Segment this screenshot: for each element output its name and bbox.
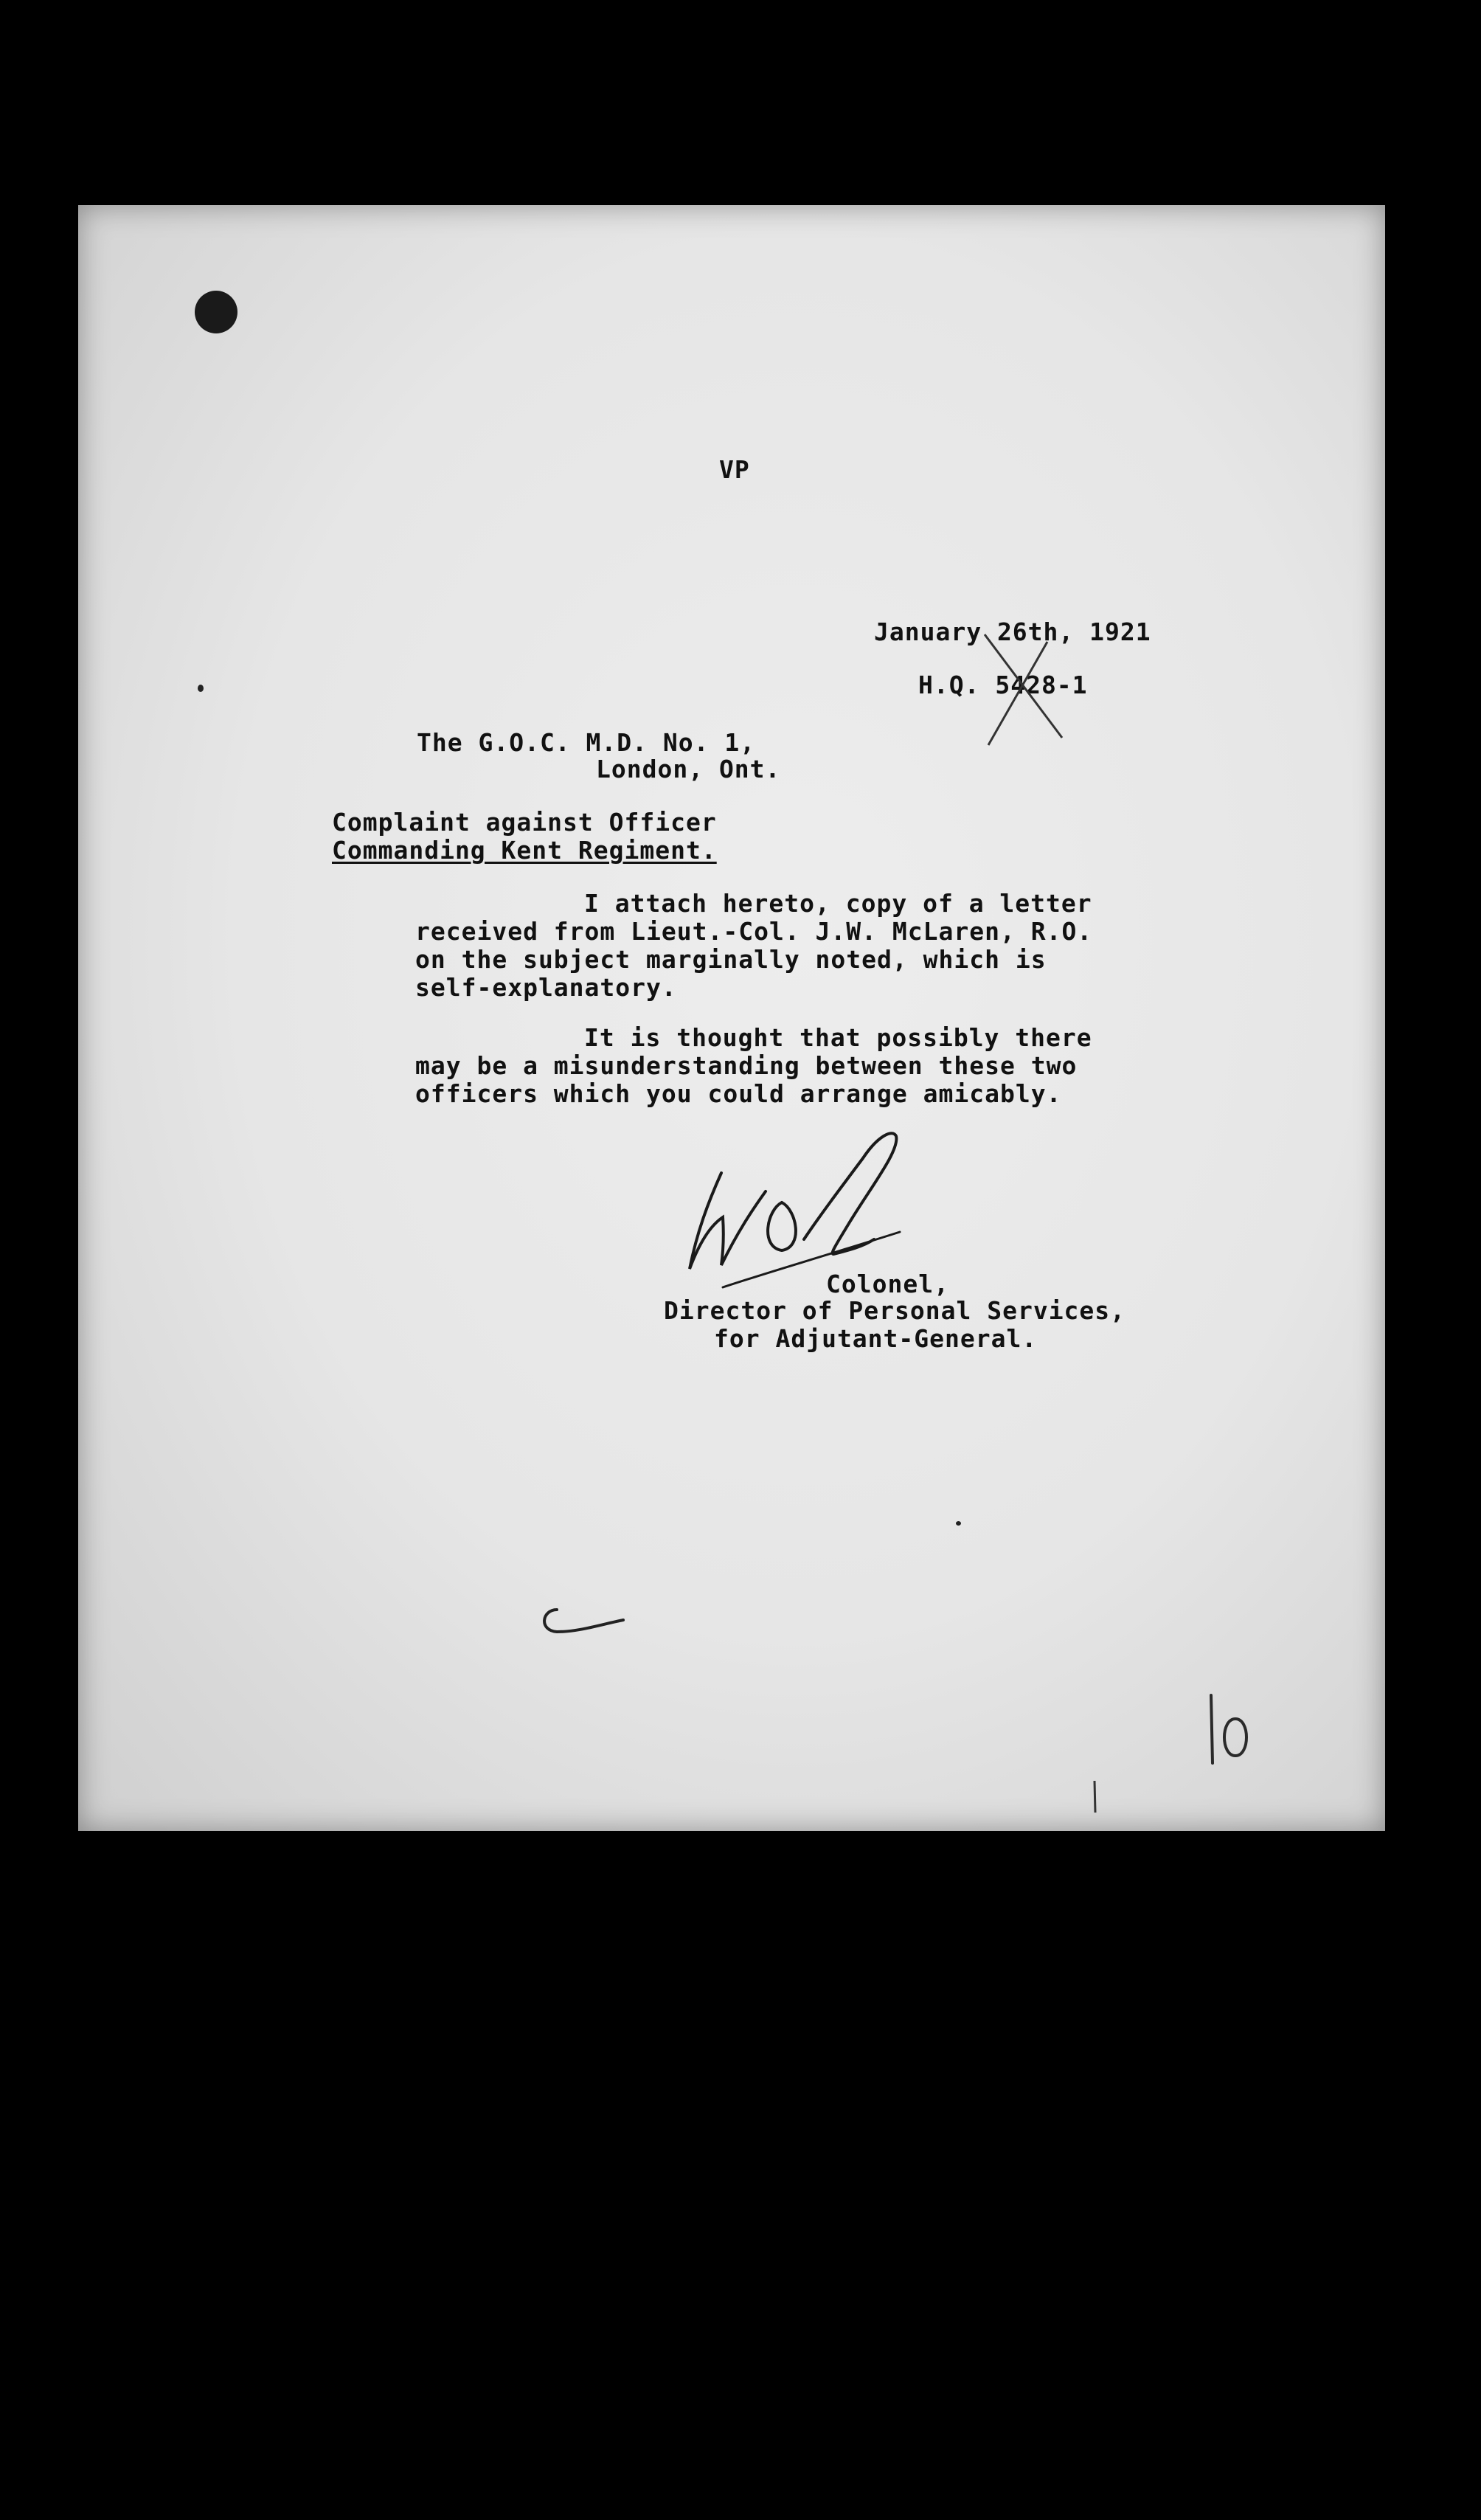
punch-hole (195, 291, 237, 333)
paragraph-1-line-1: I attach hereto, copy of a letter (584, 889, 1092, 918)
pencil-tick (1092, 1779, 1099, 1816)
paragraph-2-line-3: officers which you could arrange amicably. (415, 1079, 1062, 1108)
paragraph-1-line-3: on the subject marginally noted, which is (415, 945, 1047, 974)
page-number (1202, 1689, 1261, 1770)
signature-title-1: Colonel, (826, 1270, 949, 1298)
file-reference: H.Q. 5428-1 (918, 671, 1088, 699)
subject-line-1: Complaint against Officer (332, 808, 717, 837)
ink-speck (956, 1521, 961, 1526)
letter-date: January 26th, 1921 (874, 617, 1151, 646)
initial-mark (535, 1601, 638, 1645)
subject-line-2: Commanding Kent Regiment. (332, 836, 717, 865)
paragraph-1-line-2: received from Lieut.-Col. J.W. McLaren, R.O. (415, 917, 1093, 946)
document-page (78, 205, 1385, 1831)
top-mark: VP (719, 455, 750, 484)
paragraph-1-line-4: self-explanatory. (415, 973, 677, 1002)
paragraph-2-line-2: may be a misunderstanding between these two (415, 1051, 1078, 1080)
addressee-line-1: The G.O.C. M.D. No. 1, (417, 728, 756, 757)
signature-title-2: Director of Personal Services, (664, 1296, 1126, 1325)
signature-title-3: for Adjutant-General. (714, 1324, 1038, 1353)
addressee-line-2: London, Ont. (596, 755, 781, 783)
paragraph-2-line-1: It is thought that possibly there (584, 1023, 1092, 1052)
crossed-out-mark (981, 627, 1069, 752)
ink-speck (198, 685, 204, 692)
